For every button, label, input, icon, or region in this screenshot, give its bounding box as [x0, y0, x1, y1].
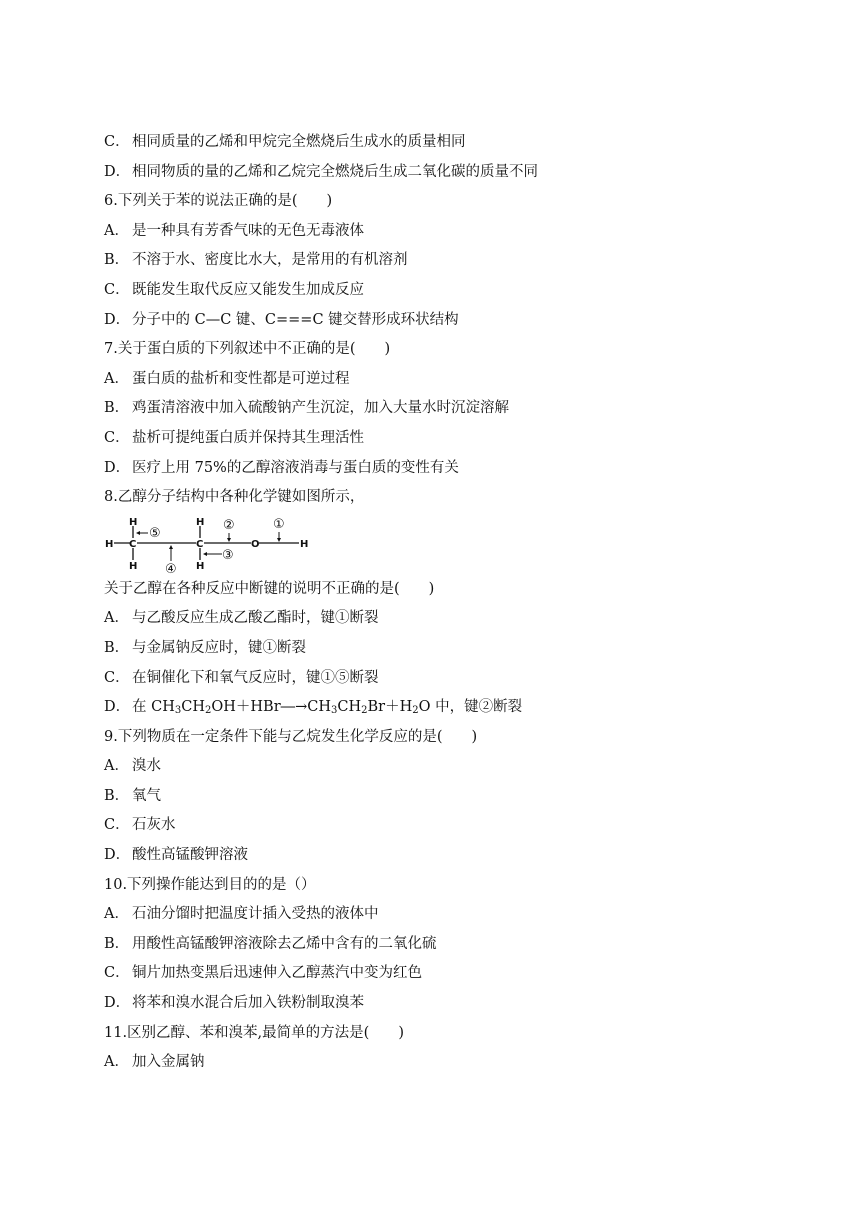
question-stem: [104, 1019, 784, 1049]
option-line: [104, 246, 784, 276]
bond-label-4: ④: [165, 561, 177, 575]
question-text: 10.下列操作能达到目的的是（）: [104, 876, 316, 893]
option-text: 医疗上用 75%的乙醇溶液消毒与蛋白质的变性有关: [132, 459, 459, 476]
bond-label-1: ①: [273, 516, 285, 532]
question-text: 8.乙醇分子结构中各种化学键如图所示，: [104, 489, 365, 506]
atom-h-top-1: H: [129, 516, 138, 528]
option-letter: C．: [104, 669, 130, 686]
option-line: [104, 989, 784, 1019]
option-letter: D．: [104, 311, 131, 328]
option-letter: D．: [104, 995, 131, 1012]
bond-label-5: ⑤: [149, 525, 161, 541]
option-line: [104, 424, 784, 454]
q8-option-a: [104, 604, 784, 634]
atom-h-bottom-2: H: [196, 560, 205, 572]
option-text: 是一种具有芳香气味的无色无毒液体: [132, 222, 364, 239]
question-text: 7.关于蛋白质的下列叙述中不正确的是( ): [104, 341, 391, 358]
atom-h-bottom-1: H: [129, 560, 138, 572]
option-text: 相同物质的量的乙烯和乙烷完全燃烧后生成二氧化碳的质量不同: [132, 163, 538, 180]
option-text: 分子中的 C—C 键、C===C 键交替形成环状结构: [132, 311, 459, 328]
option-line: [104, 128, 784, 158]
question-text: 9.下列物质在一定条件下能与乙烷发生化学反应的是( ): [104, 728, 478, 745]
questions-block-1: [104, 128, 784, 513]
option-text: 酸性高锰酸钾溶液: [132, 847, 248, 864]
option-text: 铜片加热变黑后迅速伸入乙醇蒸汽中变为红色: [132, 965, 422, 982]
option-letter: C．: [104, 281, 130, 298]
option-line: [104, 752, 784, 782]
eq-subscript: 2: [361, 705, 368, 717]
option-line: [104, 811, 784, 841]
q8-option-c: [104, 664, 784, 694]
eq-part: O 中，键②断裂: [418, 699, 523, 716]
option-letter: D．: [104, 847, 131, 864]
option-line: [104, 841, 784, 871]
q8-option-d: [104, 693, 784, 723]
equation-text: [132, 699, 522, 715]
question-stem: [104, 187, 784, 217]
eq-subscript: 2: [412, 705, 419, 717]
atom-h-top-2: H: [196, 516, 205, 528]
option-line: [104, 454, 784, 484]
option-letter: B．: [104, 639, 130, 656]
question-8-stem: 关于乙醇在各种反应中断键的说明不正确的是( ): [104, 580, 435, 597]
question-text: 11.区别乙醇、苯和溴苯,最简单的方法是( ): [104, 1024, 404, 1041]
option-line: [104, 1048, 784, 1078]
ethanol-structure-figure: [104, 515, 784, 575]
question-stem: [104, 723, 784, 753]
option-text: 相同质量的乙烯和甲烷完全燃烧后生成水的质量相同: [132, 134, 466, 150]
option-letter: B．: [104, 787, 130, 804]
option-letter: B．: [104, 935, 130, 952]
eq-part: CH: [337, 699, 362, 716]
option-line: [104, 306, 784, 336]
option-letter: B．: [104, 400, 130, 417]
option-text: 与金属钠反应时，键①断裂: [132, 639, 306, 656]
option-letter: C．: [104, 817, 130, 834]
option-letter: A．: [104, 222, 129, 239]
eq-subscript: 2: [204, 705, 212, 717]
option-line: [104, 782, 784, 812]
atom-h-right: H: [300, 538, 309, 550]
option-letter: C．: [104, 965, 130, 982]
option-text: 用酸性高锰酸钾溶液除去乙烯中含有的二氧化硫: [132, 935, 437, 952]
option-letter: A．: [104, 610, 129, 627]
q8-option-b: [104, 634, 784, 664]
option-line: [104, 217, 784, 247]
atom-h-left: H: [105, 538, 114, 550]
option-text: 在铜催化下和氧气反应时，键①⑤断裂: [132, 669, 379, 686]
option-text: 加入金属钠: [132, 1054, 205, 1071]
question-text: 6.下列关于苯的说法正确的是( ): [104, 193, 333, 210]
option-letter: C．: [104, 134, 130, 150]
option-line: [104, 900, 784, 930]
option-line: [104, 959, 784, 989]
option-letter: A．: [104, 370, 129, 387]
question-stem: [104, 483, 784, 513]
option-letter: D．: [104, 163, 131, 180]
question-content: [104, 128, 784, 1078]
ethanol-bond-diagram: [104, 515, 324, 575]
atom-c-2: C: [196, 538, 204, 550]
eq-part: 在 CH: [132, 699, 175, 716]
option-text: 不溶于水、密度比水大，是常用的有机溶剂: [132, 252, 408, 269]
option-text: 石灰水: [132, 817, 176, 834]
option-letter: D．: [104, 459, 131, 476]
option-letter: B．: [104, 252, 130, 269]
atom-c-1: C: [129, 538, 137, 550]
option-letter: A．: [104, 758, 129, 775]
option-text: 氧气: [132, 787, 161, 804]
question-stem: [104, 335, 784, 365]
option-letter: A．: [104, 1054, 129, 1071]
bond-label-3: ③: [222, 547, 234, 563]
option-text: 鸡蛋清溶液中加入硫酸钠产生沉淀，加入大量水时沉淀溶解: [132, 400, 509, 417]
option-line: [104, 365, 784, 395]
eq-part: CH: [181, 699, 205, 716]
option-line: [104, 930, 784, 960]
option-letter: C．: [104, 429, 130, 446]
questions-block-2: [104, 723, 784, 1078]
option-line: [104, 158, 784, 188]
eq-subscript: 3: [174, 705, 182, 717]
bond-label-2: ②: [223, 517, 235, 533]
eq-subscript: 3: [331, 705, 338, 717]
eq-part: OH＋HBr―→CH: [211, 699, 332, 716]
option-text: 石油分馏时把温度计插入受热的液体中: [132, 906, 379, 923]
option-text: 将苯和溴水混合后加入铁粉制取溴苯: [132, 995, 364, 1012]
eq-part: Br＋H: [367, 699, 413, 716]
option-text: 既能发生取代反应又能发生加成反应: [132, 281, 364, 298]
option-line: [104, 276, 784, 306]
option-text: 与乙酸反应生成乙酸乙酯时，键①断裂: [132, 610, 379, 627]
option-text: 盐析可提纯蛋白质并保持其生理活性: [132, 429, 364, 446]
option-letter: D．: [104, 699, 131, 716]
option-text: 蛋白质的盐析和变性都是可逆过程: [132, 370, 350, 387]
option-letter: A．: [104, 906, 129, 923]
option-line: [104, 394, 784, 424]
atom-o: O: [251, 538, 260, 550]
question-stem: [104, 871, 784, 901]
option-text: 溴水: [132, 758, 161, 775]
